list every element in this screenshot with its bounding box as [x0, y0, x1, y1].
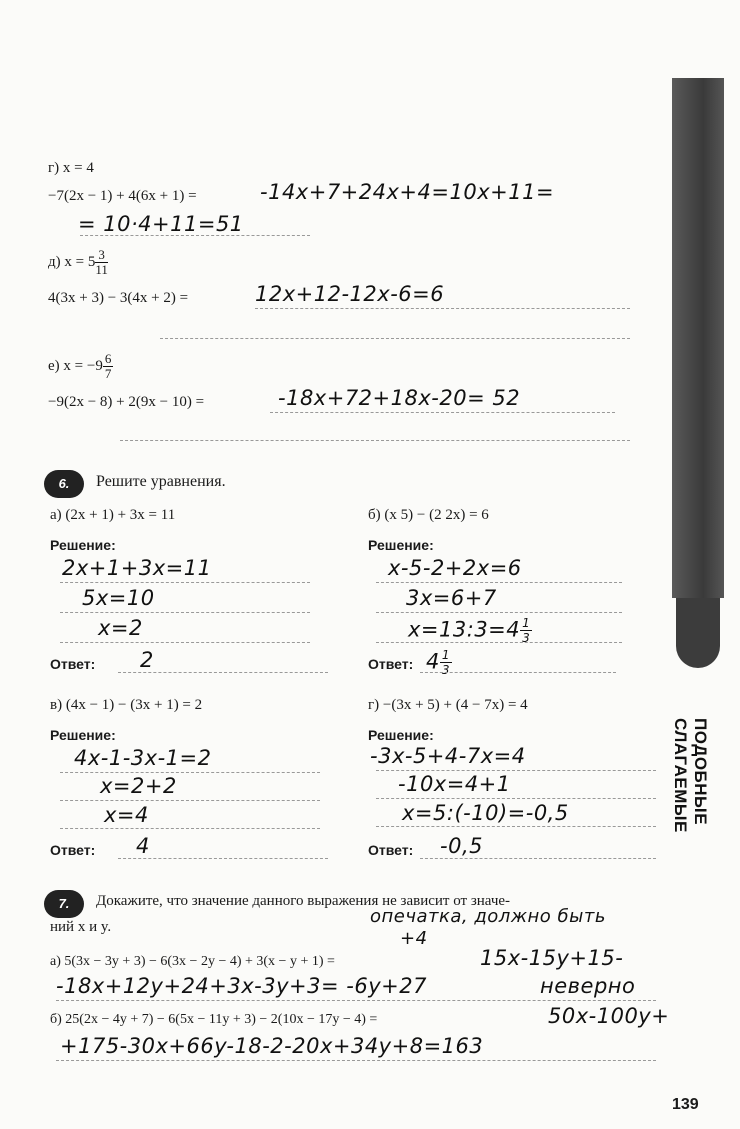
task6v-solution-label: Решение:	[50, 727, 116, 743]
answer-line	[376, 798, 656, 799]
task7b-handwriting-1: 50x-100y+	[548, 1004, 670, 1028]
task6g-solution-label: Решение:	[368, 727, 434, 743]
task7a-note: неверно	[540, 974, 636, 998]
item-g-label: г) x = 4	[48, 160, 94, 176]
answer-line	[60, 642, 310, 643]
sidebar-tab	[676, 598, 720, 668]
answer-line	[60, 612, 310, 613]
item-e-expression: −9(2x − 8) + 2(9x − 10) =	[48, 394, 205, 410]
item-e-label: е) x = −9 $\frac{6}{7}$	[48, 351, 112, 381]
sidebar-band	[672, 78, 724, 598]
task6g-line-2: -10x=4+1	[398, 772, 511, 796]
item-e-handwriting: -18x+72+18x-20= 52	[278, 386, 521, 410]
answer-line	[420, 672, 616, 673]
item-d-label: д) x = 5 $\frac{3}{11}$	[48, 247, 108, 277]
task6v-equation: в) (4x − 1) − (3x + 1) = 2	[50, 697, 203, 713]
answer-line	[60, 800, 320, 801]
task6b-equation: б) (x 5) − (2 2x) = 6	[368, 507, 489, 523]
task7a-handwriting-2: -18x+12y+24+3x-3y+3= -6y+27	[56, 974, 427, 998]
task7-note: опечатка, должно быть	[370, 906, 606, 927]
task7a-handwriting-1: 15x-15y+15-	[480, 946, 624, 970]
task6v-answer-label: Ответ:	[50, 842, 96, 858]
answer-line	[118, 672, 328, 673]
task6g-answer-label: Ответ:	[368, 842, 414, 858]
task6b-line-3: x=13:3=4 $\frac{1}{3}$	[408, 616, 531, 645]
task7b-expression: б) 25(2x − 4y + 7) − 6(5x − 11y + 3) − 2(10x − 17y − 4) =	[50, 1012, 378, 1027]
answer-line	[118, 858, 328, 859]
task6b-answer: 4 $\frac{1}{3}$	[426, 648, 451, 677]
item-g-expression: −7(2x − 1) + 4(6x + 1) =	[48, 188, 197, 204]
task-number-badge: 7.	[44, 890, 84, 918]
answer-line	[376, 642, 622, 643]
task6b-line-1: x-5-2+2x=6	[388, 556, 522, 580]
answer-line	[270, 412, 615, 413]
task6v-line-1: 4x-1-3x-1=2	[74, 746, 212, 770]
answer-line	[80, 235, 310, 236]
task6g-line-3: x=5:(-10)=-0,5	[402, 801, 569, 825]
task6a-solution-label: Решение:	[50, 537, 116, 553]
task-number-badge: 6.	[44, 470, 84, 498]
task6a-line-2: 5x=10	[82, 586, 155, 610]
answer-line	[60, 582, 310, 583]
task6g-line-1: -3x-5+4-7x=4	[370, 744, 526, 768]
task6v-line-2: x=2+2	[100, 774, 177, 798]
answer-line	[60, 772, 320, 773]
item-d-expression: 4(3x + 3) − 3(4x + 2) =	[48, 290, 189, 306]
answer-line	[376, 770, 656, 771]
answer-line	[420, 858, 656, 859]
task6v-line-3: x=4	[104, 803, 149, 827]
task6b-solution-label: Решение:	[368, 537, 434, 553]
task6a-equation: а) (2x + 1) + 3x = 11	[50, 507, 176, 523]
task7b-handwriting-2: +175-30x+66y-18-2-20x+34y+8=163	[60, 1034, 484, 1058]
task7a-expression: а) 5(3x − 3y + 3) − 6(3x − 2y − 4) + 3(x − y + 1) =	[50, 954, 335, 969]
item-d-handwriting: 12x+12-12x-6=6	[255, 282, 445, 306]
task6g-answer: -0,5	[440, 834, 483, 858]
page-number: 139	[672, 1096, 699, 1113]
chapter-title: ПОДОБНЫЕ СЛАГАЕМЫЕ	[671, 718, 710, 833]
answer-line	[255, 308, 630, 309]
answer-line	[376, 582, 622, 583]
task7-title: Докажите, что значение данного выражения не зависит от значе-	[96, 893, 511, 909]
task6a-answer-label: Ответ:	[50, 656, 96, 672]
answer-line	[376, 826, 656, 827]
task7-note-correction: +4	[400, 928, 428, 949]
answer-line	[60, 828, 320, 829]
task6a-line-3: x=2	[98, 616, 143, 640]
chapter-sidebar	[672, 78, 724, 1098]
answer-line	[56, 1060, 656, 1061]
task6a-answer: 2	[140, 648, 154, 672]
task6g-equation: г) −(3x + 5) + (4 − 7x) = 4	[368, 697, 528, 713]
task6b-answer-label: Ответ:	[368, 656, 414, 672]
task6-title: Решите уравнения.	[96, 473, 226, 490]
answer-line	[120, 440, 630, 441]
task6b-line-2: 3x=6+7	[406, 586, 497, 610]
task6a-line-1: 2x+1+3x=11	[62, 556, 212, 580]
task6v-answer: 4	[136, 834, 150, 858]
task7-title-continued: ний x и y.	[50, 919, 112, 935]
item-g-handwriting-2: = 10·4+11=51	[78, 212, 244, 236]
answer-line	[376, 612, 622, 613]
answer-line	[160, 338, 630, 339]
item-g-handwriting-1: -14x+7+24x+4=10x+11=	[260, 180, 555, 204]
answer-line	[56, 1000, 656, 1001]
